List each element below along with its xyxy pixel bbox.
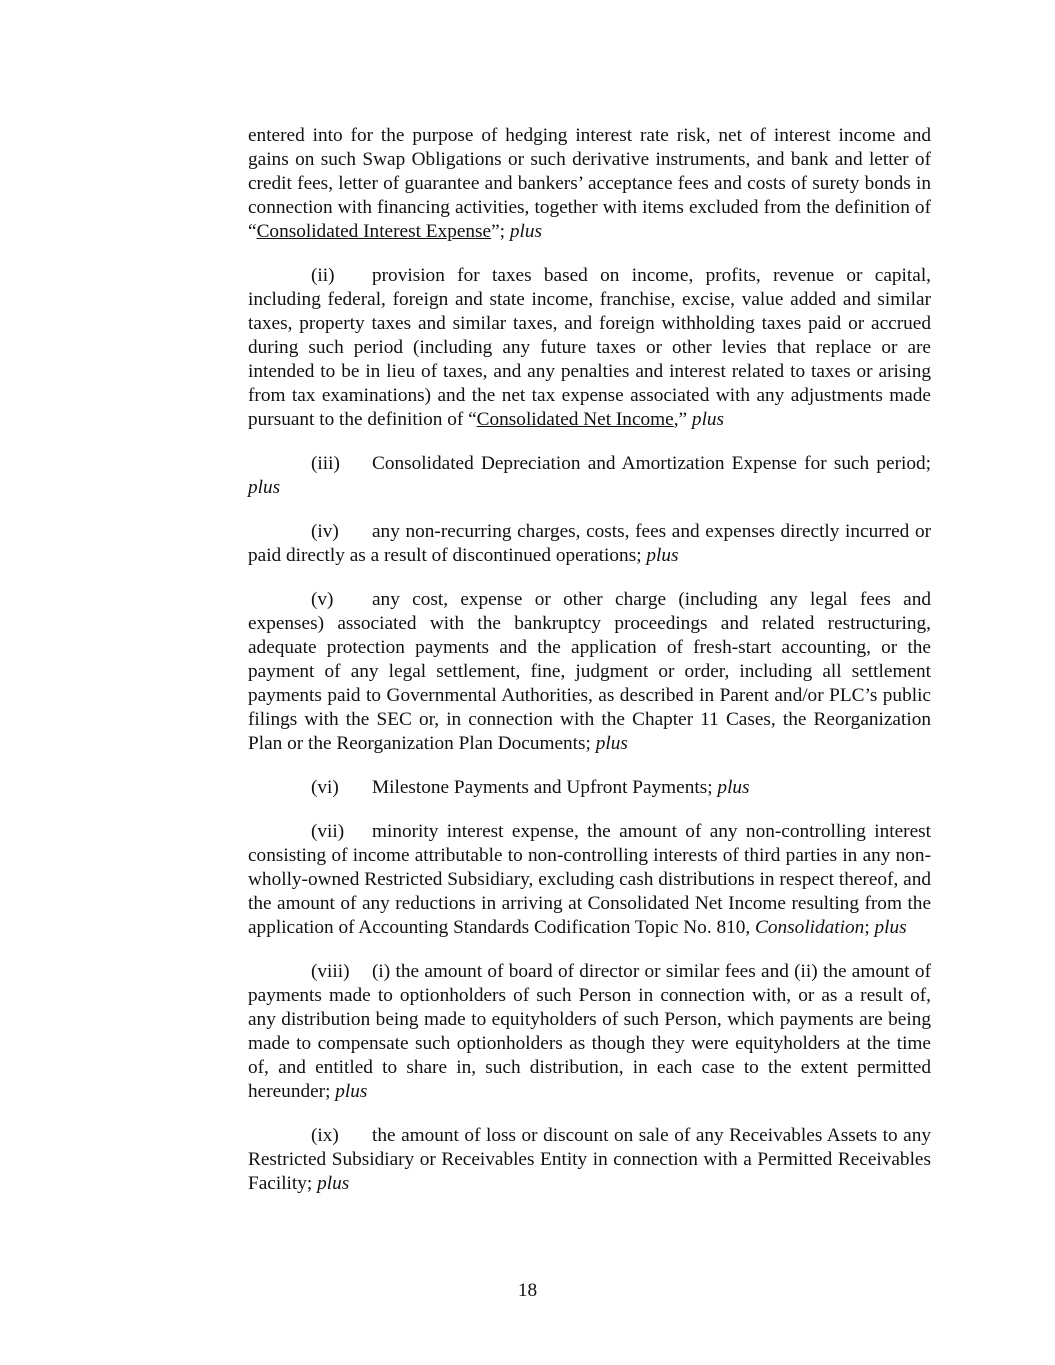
clause-vi xyxy=(248,776,931,800)
document-body xyxy=(248,124,931,1216)
clause-v xyxy=(248,588,931,756)
clause-iii xyxy=(248,452,931,500)
clause-label: (iv) xyxy=(311,521,339,542)
text: any cost, expense or other charge (including any legal fees and expenses) associated with the bankruptcy proceedings and related restructuring, adequate protection payments and the application of fresh-start accounting, or the payment of any legal settlement, fine, judgment or order, including all settlement payments paid to Governmental Authorities, as described in Parent and/or PLC’s public filings with the SEC or, in connection with the Chapter 11 Cases, the Reorganization Plan or the Reorganization Plan Documents; xyxy=(248,589,931,754)
italic-plus: plus xyxy=(595,733,628,754)
clause-label: (viii) xyxy=(311,961,350,982)
italic-plus: plus xyxy=(335,1081,368,1102)
italic-plus: plus xyxy=(691,409,725,430)
italic-plus: plus xyxy=(509,221,542,242)
text: any non-recurring charges, costs, fees and expenses directly incurred or paid directly as a result of discontinued operations; xyxy=(248,521,931,566)
clause-label: (ix) xyxy=(311,1125,339,1146)
clause-label: (vii) xyxy=(311,821,345,842)
clause-label: (iii) xyxy=(311,453,340,474)
paragraph-continuation xyxy=(248,124,931,244)
italic-plus: plus xyxy=(646,545,679,566)
defined-term: Consolidated Interest Expense xyxy=(256,221,492,242)
text: Milestone Payments and Upfront Payments; xyxy=(372,777,718,798)
italic-plus: plus xyxy=(717,777,750,798)
defined-term: Consolidated Net Income xyxy=(476,409,674,430)
clause-label: (vi) xyxy=(311,777,339,798)
italic-plus: plus xyxy=(317,1173,350,1194)
clause-vii xyxy=(248,820,931,940)
text: ,” xyxy=(673,409,692,430)
text: minority interest expense, the amount of any non-controlling interest consisting of income attributable to non-controlling interests of third parties in any non-wholly-owned Restricted Subsidiary, excluding cash distributions in respect thereof, and the amount of any reductions in arriving at Consolidated Net Income resulting from the application of Accounting Standards Codification Topic No. 810, xyxy=(248,821,931,938)
italic-plus: plus xyxy=(248,477,281,498)
clause-ii xyxy=(248,264,931,432)
text: ; xyxy=(864,917,875,938)
text: provision for taxes based on income, profits, revenue or capital, including federal, foreign and state income, franchise, excise, value added and similar taxes, property taxes and similar taxes, and foreign withholding taxes paid or accrued during such period (including any future taxes or other levies that replace or are intended to be in lieu of taxes, and any penalties and interest related to taxes or arising from tax examinations) and the net tax expense associated with any adjustments made pursuant to the definition of “ xyxy=(248,265,931,430)
text: Consolidated Depreciation and Amortization Expense for such period; xyxy=(372,453,931,474)
clause-label: (v) xyxy=(311,589,334,610)
clause-viii xyxy=(248,960,931,1104)
clause-iv xyxy=(248,520,931,568)
italic-plus: plus xyxy=(874,917,907,938)
clause-ix xyxy=(248,1124,931,1196)
text: (i) the amount of board of director or similar fees and (ii) the amount of payments made to optionholders of such Person in connection with, or as a result of, any distribution being made to equityholders of such Person, which payments are being made to compensate such optionholders as though they were equityholders at the time of, and entitled to share in, such distribution, in each case to the extent permitted hereunder; xyxy=(248,961,931,1102)
page-number: 18 xyxy=(517,1280,538,1301)
text: the amount of loss or discount on sale of any Receivables Assets to any Restricted Subsidiary or Receivables Entity in connection with a Permitted Receivables Facility; xyxy=(248,1125,931,1194)
clause-label: (ii) xyxy=(311,265,335,286)
text: ”; xyxy=(491,221,510,242)
italic-term: Consolidation xyxy=(755,917,865,938)
text: entered into for the purpose of hedging interest rate risk, net of interest income and gains on such Swap Obligations or such derivative instruments, and bank and letter of credit fees, letter of guarantee and bankers’ acceptance fees and costs of surety bonds in connection with financing activities, together with items excluded from the definition of “ xyxy=(248,125,931,242)
